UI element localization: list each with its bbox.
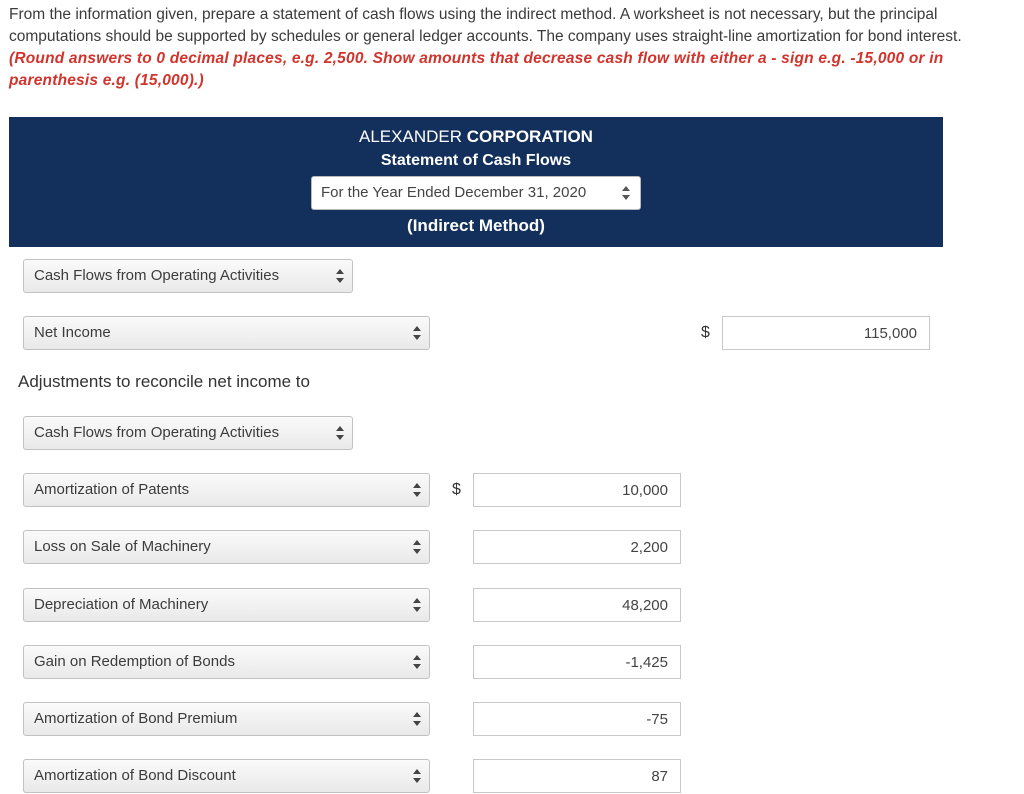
adjustment-select[interactable] — [23, 702, 430, 736]
adjustment-label: Depreciation of Machinery — [34, 596, 209, 613]
adjustment-select[interactable] — [23, 530, 430, 564]
method-label: (Indirect Method) — [407, 216, 545, 235]
section-select-label: Cash Flows from Operating Activities — [34, 267, 280, 284]
adjustment-amount-input[interactable] — [473, 702, 681, 736]
adjustments-heading: Adjustments to reconcile net income to — [18, 372, 310, 391]
adjustment-amount-input[interactable] — [473, 759, 681, 793]
currency-symbol: $ — [701, 324, 710, 341]
adjustment-amount-input[interactable] — [473, 530, 681, 564]
select-arrows-icon — [413, 769, 421, 783]
select-arrows-icon — [413, 483, 421, 497]
select-arrows-icon — [413, 540, 421, 554]
adjustment-amount-input[interactable] — [473, 645, 681, 679]
period-select[interactable] — [311, 176, 641, 210]
period-select-value: For the Year Ended December 31, 2020 — [321, 184, 587, 201]
section-select-operating-2[interactable] — [23, 416, 353, 450]
company-name-bold: CORPORATION — [466, 127, 593, 146]
adjustment-amount-input[interactable] — [473, 473, 681, 507]
rounding-hint: (Round answers to 0 decimal places, e.g. 2,500. Show amounts that decrease cash flow with either a - sign e.g. -15,000 or in parenthesis e.g. (15,000).) — [9, 50, 944, 89]
select-arrows-icon — [336, 426, 344, 440]
adjustment-select[interactable] — [23, 473, 430, 507]
select-arrows-icon — [413, 598, 421, 612]
section-select-label: Cash Flows from Operating Activities — [34, 424, 280, 441]
select-arrows-icon — [413, 712, 421, 726]
adjustment-select[interactable] — [23, 588, 430, 622]
currency-symbol: $ — [452, 481, 461, 498]
adjustment-select[interactable] — [23, 645, 430, 679]
select-arrows-icon — [413, 655, 421, 669]
net-income-label: Net Income — [34, 324, 111, 341]
adjustment-amount-input[interactable] — [473, 588, 681, 622]
net-income-select[interactable] — [23, 316, 430, 350]
adjustment-select[interactable] — [23, 759, 430, 793]
select-arrows-icon — [622, 186, 630, 200]
instructions-text: From the information given, prepare a statement of cash flows using the indirect method. A worksheet is not necessary, but the principal computations should be supported by schedules or general ledger accounts. The company uses straight-line amortization for bond interest. — [9, 6, 962, 45]
select-arrows-icon — [413, 326, 421, 340]
select-arrows-icon — [336, 269, 344, 283]
net-income-input[interactable] — [722, 316, 930, 350]
adjustment-label: Amortization of Patents — [34, 481, 190, 498]
adjustment-label: Loss on Sale of Machinery — [34, 538, 211, 555]
instructions — [9, 4, 1015, 92]
adjustment-label: Amortization of Bond Premium — [34, 710, 238, 727]
company-name — [9, 127, 943, 147]
company-name-part: ALEXANDER — [359, 127, 467, 146]
section-select-operating[interactable] — [23, 259, 353, 293]
adjustment-label: Gain on Redemption of Bonds — [34, 653, 235, 670]
statement-header — [9, 117, 943, 247]
adjustment-label: Amortization of Bond Discount — [34, 767, 236, 784]
statement-title: Statement of Cash Flows — [380, 152, 572, 169]
